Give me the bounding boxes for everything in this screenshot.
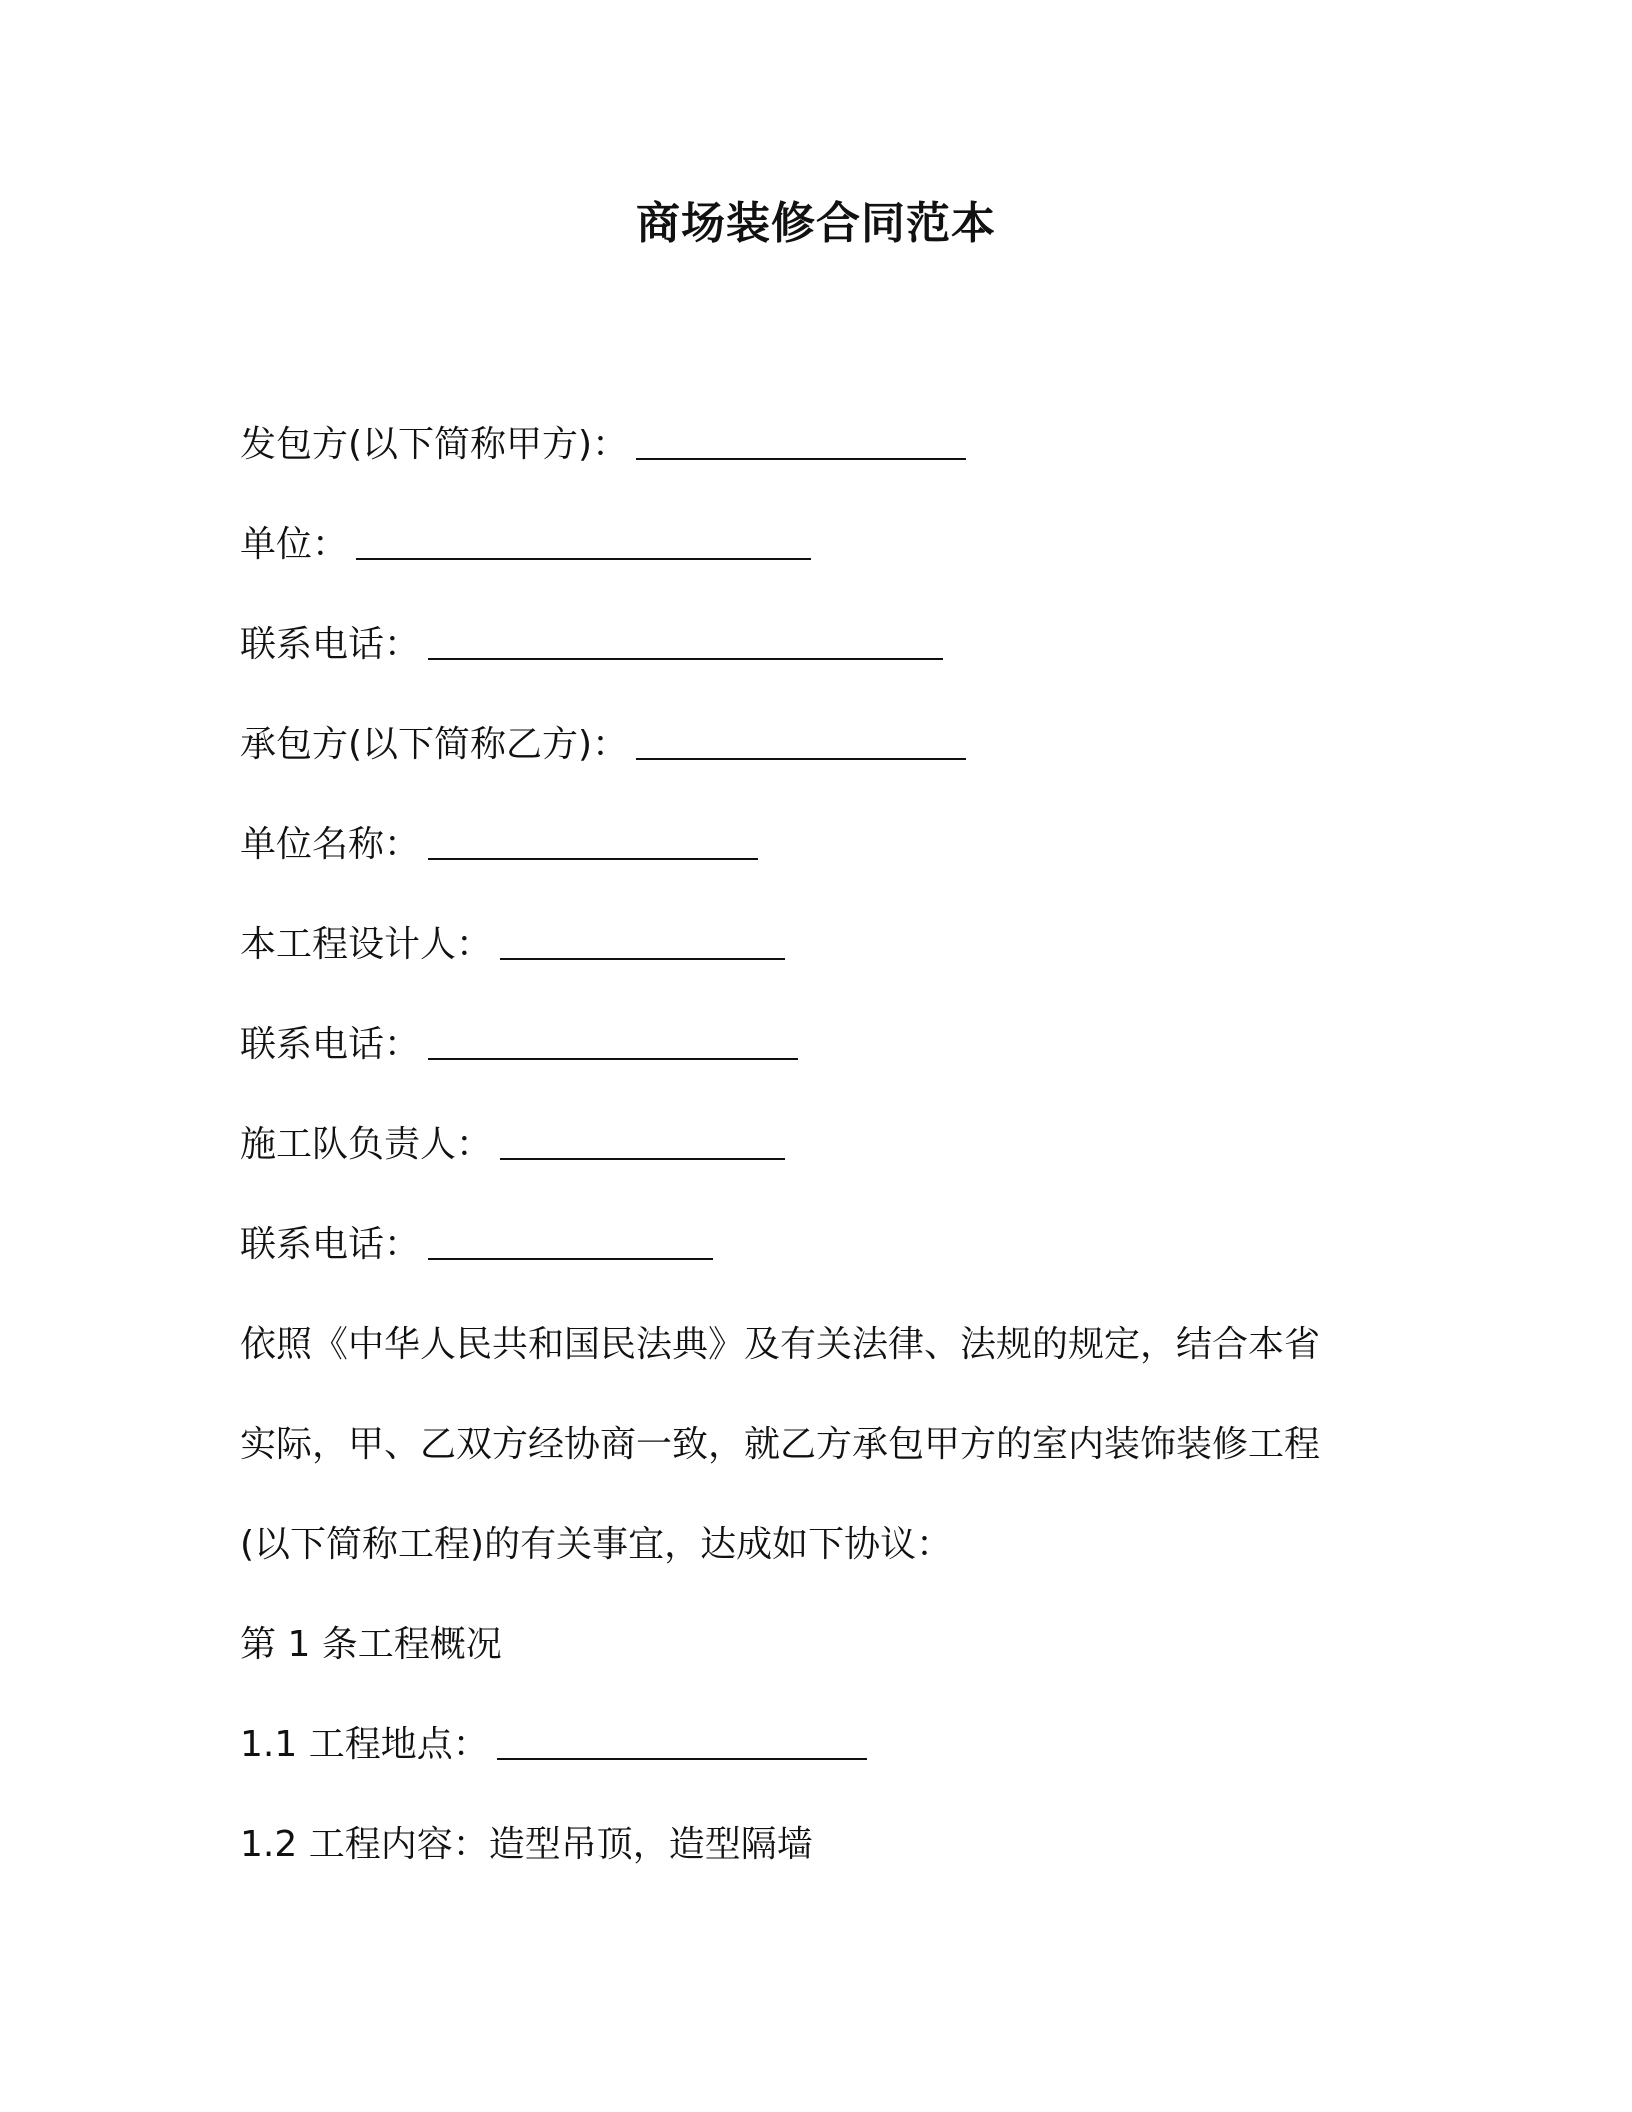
field-team-leader-phone xyxy=(240,1215,713,1275)
fill-in-blank[interactable] xyxy=(500,1122,785,1160)
fill-in-blank[interactable] xyxy=(356,522,811,560)
field-party-b xyxy=(240,715,966,775)
document-title: 商场装修合同范本 xyxy=(636,198,996,249)
field-label: 单位名称： xyxy=(240,824,421,865)
preamble-line: (以下简称工程)的有关事宜，达成如下协议： xyxy=(240,1524,953,1565)
field-label: 发包方(以下简称甲方)： xyxy=(240,424,629,465)
clause-1-2: 1.2 工程内容：造型吊顶，造型隔墙 xyxy=(240,1824,813,1865)
field-designer xyxy=(240,915,785,975)
fill-in-blank[interactable] xyxy=(497,1722,867,1760)
clause-1-1 xyxy=(240,1715,867,1775)
fill-in-blank[interactable] xyxy=(500,922,785,960)
field-label: 承包方(以下简称乙方)： xyxy=(240,724,629,765)
field-party-a xyxy=(240,415,966,475)
field-party-a-phone xyxy=(240,615,943,675)
preamble-line: 依照《中华人民共和国民法典》及有关法律、法规的规定，结合本省 xyxy=(240,1324,1321,1365)
field-label: 联系电话： xyxy=(240,1224,421,1265)
field-label: 本工程设计人： xyxy=(240,924,493,965)
fill-in-blank[interactable] xyxy=(428,822,758,860)
field-label: 施工队负责人： xyxy=(240,1124,493,1165)
field-designer-phone xyxy=(240,1015,798,1075)
fill-in-blank[interactable] xyxy=(428,622,943,660)
article-heading: 第 1 条工程概况 xyxy=(240,1624,502,1665)
field-label: 联系电话： xyxy=(240,1024,421,1065)
field-party-a-unit xyxy=(240,515,811,575)
preamble-line: 实际，甲、乙双方经协商一致，就乙方承包甲方的室内装饰装修工程 xyxy=(240,1424,1321,1465)
fill-in-blank[interactable] xyxy=(428,1022,798,1060)
clause-label: 1.1 工程地点： xyxy=(240,1724,489,1765)
fill-in-blank[interactable] xyxy=(636,422,966,460)
field-label: 单位： xyxy=(240,524,349,565)
field-label: 联系电话： xyxy=(240,624,421,665)
field-team-leader xyxy=(240,1115,785,1175)
field-party-b-unit-name xyxy=(240,815,758,875)
fill-in-blank[interactable] xyxy=(636,722,966,760)
fill-in-blank[interactable] xyxy=(428,1222,713,1260)
